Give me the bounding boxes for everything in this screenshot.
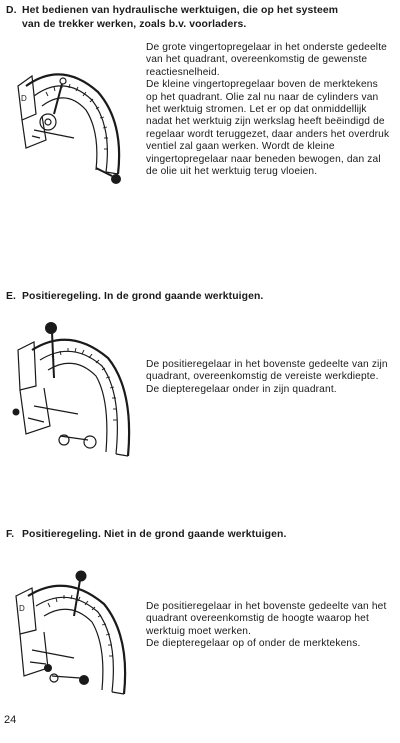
section-d-body: [146, 42, 392, 178]
section-letter: F.: [6, 529, 15, 540]
quadrant-letter-label: D: [19, 604, 25, 613]
section-title-line1: Positieregeling. In de grond gaande werktuigen.: [22, 291, 264, 302]
paragraph: De grote vingertopregelaar in het onderste gedeelte van het quadrant, overeenkomstig de gewenste reactiesnelheid.: [146, 42, 387, 78]
quadrant-letter-label: D: [21, 94, 27, 103]
section-letter: D.: [6, 5, 17, 16]
paragraph: De kleine vingertopregelaar boven de merktekens op het quadrant. Olie zal nu naar de cylinders van het werktuig stromen. Let er op dat onmiddellijk nadat het werktuig zijn werkslag heeft beëindigd de regelaar wordt teruggezet, daar anders het overdruk ventiel zal gaan werken. Wordt de kleine vingertopregelaar naar beneden bewogen, dan zal de olie uit het werktuig terug vloeien.: [146, 79, 390, 178]
quadrant-illustration: [4, 566, 140, 706]
quadrant-illustration: [4, 316, 140, 472]
section-title-line1: Positieregeling. Niet in de grond gaande werktuigen.: [22, 529, 287, 540]
paragraph: De positieregelaar in het bovenste gedeelte van het quadrant overeenkomstig de hoogte waarop het werktuig moet werken.: [146, 601, 387, 637]
section-letter: E.: [6, 291, 17, 302]
section-f-body: [146, 601, 392, 651]
section-title-line1: Het bedienen van hydraulische werktuigen, die op het systeem: [22, 5, 339, 16]
page-number: 24: [4, 714, 17, 726]
section-e-body: [146, 359, 392, 396]
quadrant-illustration: [4, 56, 132, 192]
section-title-line2: van de trekker werken, zoals b.v. voorladers.: [22, 19, 247, 30]
section-e-heading: [6, 290, 394, 304]
paragraph: De diepteregelaar op of onder de merktekens.: [146, 638, 361, 650]
paragraph: De positieregelaar in het bovenste gedeelte van zijn quadrant, overeenkomstig de vereiste werkdiepte. De diepteregelaar onder in zijn quadrant.: [146, 359, 388, 395]
section-d-heading: [6, 4, 394, 32]
section-f-heading: [6, 528, 394, 542]
